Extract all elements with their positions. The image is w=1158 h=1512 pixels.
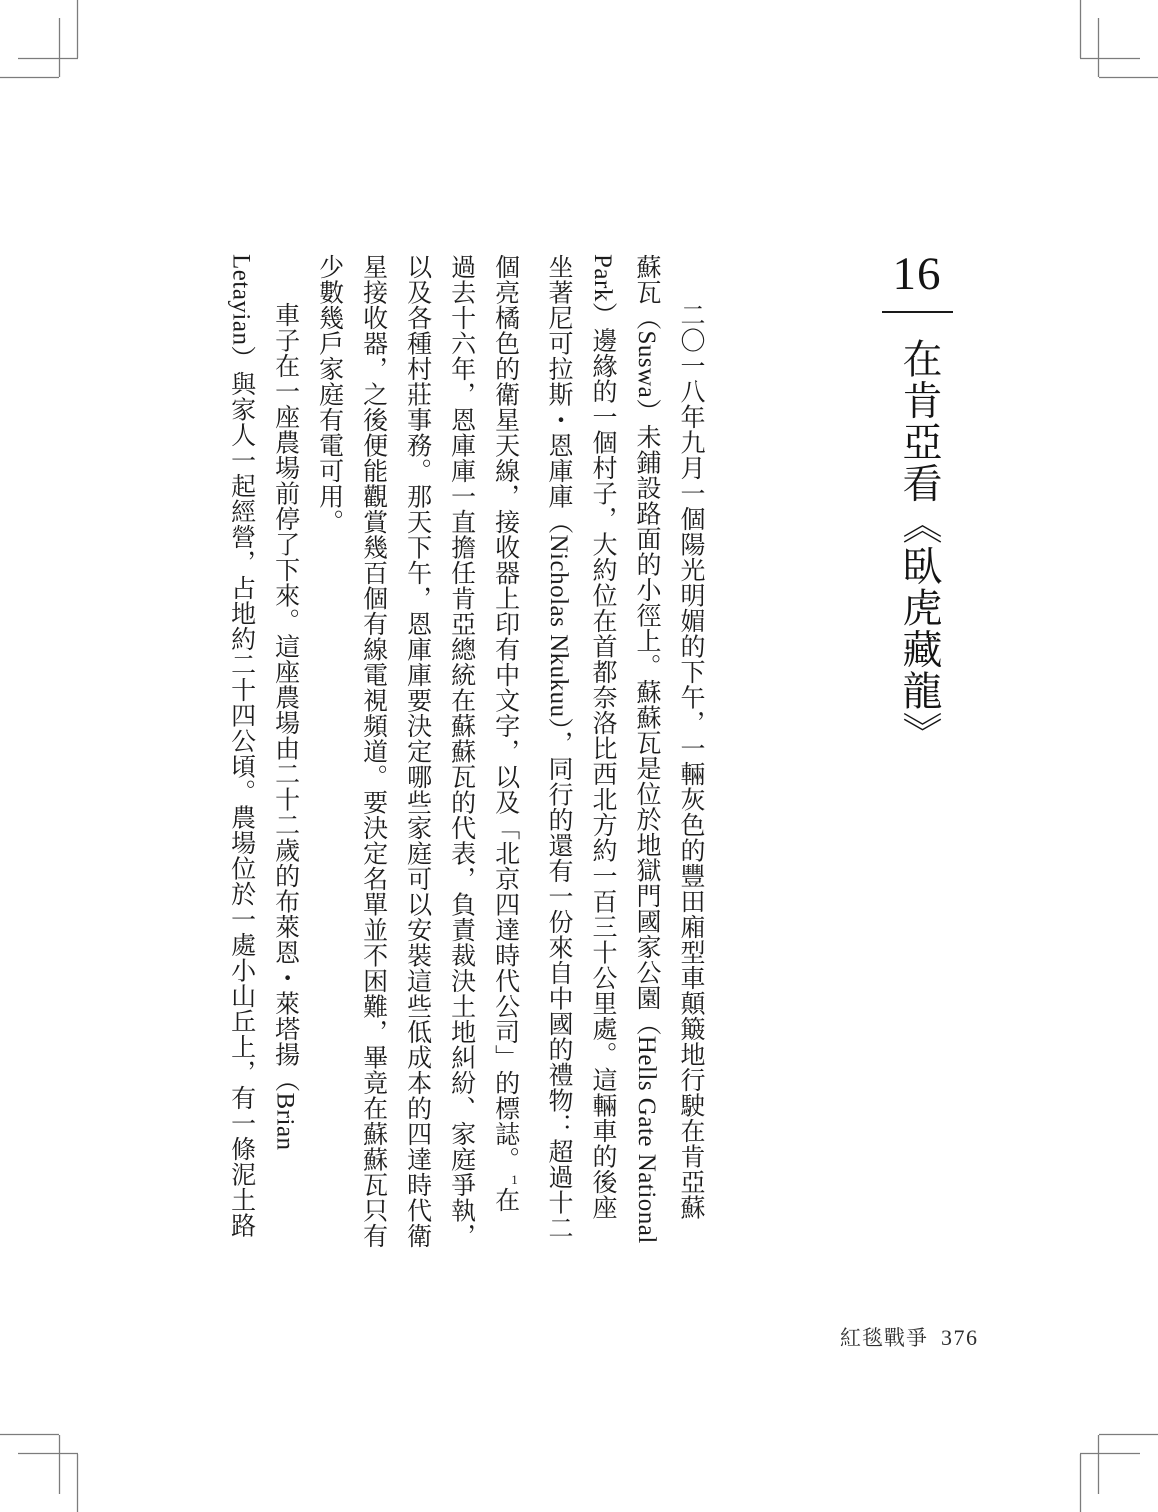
chapter-number: 16 bbox=[892, 248, 942, 300]
text-column-2: 蘇瓦（Suswa）未鋪設路面的小徑上。蘇蘇瓦是位於地獄門國家公園（Hells Gate National bbox=[633, 254, 660, 1244]
page-number: 376 bbox=[941, 1325, 979, 1350]
text-column-1: 二〇一八年九月一個陽光明媚的下午，一輛灰色的豐田廂型車顛簸地行駛在肯亞蘇 bbox=[677, 302, 704, 1220]
text-after-footnote: 在 bbox=[491, 1187, 519, 1213]
running-title: 紅毯戰爭 bbox=[840, 1326, 928, 1350]
chapter-title: 在肯亞看《臥虎藏龍》 bbox=[897, 338, 942, 753]
text-column-6: 過去十六年，恩庫庫一直擔任肯亞總統在蘇蘇瓦的代表，負責裁決土地糾紛、家庭爭執， bbox=[447, 254, 475, 1249]
text-column-8: 星接收器，之後便能觀賞幾百個有線電視頻道。要決定名單並不困難，畢竟在蘇蘇瓦只有 bbox=[359, 254, 387, 1249]
text-column-3: Park）邊緣的一個村子，大約位在首都奈洛比西北方約一百三十公里處。這輛車的後座 bbox=[589, 254, 616, 1220]
text-column-11: Letayian）與家人一起經營，占地約二十四公頃。農場位於一處小山丘上，有一條泥土路 bbox=[227, 254, 255, 1238]
footnote-marker: 1 bbox=[507, 1172, 522, 1187]
text-before-footnote: 個亮橘色的衛星天線，接收器上印有中文字，以及「北京四達時代公司」的標誌。 bbox=[491, 254, 519, 1172]
text-column-5 bbox=[483, 254, 536, 1226]
text-column-9: 少數幾戶家庭有電可用。 bbox=[315, 254, 343, 535]
chapter-title-divider bbox=[882, 311, 953, 313]
text-column-7: 以及各種村莊事務。那天下午，恩庫庫要決定哪些家庭可以安裝這些低成本的四達時代衛 bbox=[403, 254, 431, 1249]
body-text bbox=[219, 254, 712, 1249]
text-column-10: 車子在一座農場前停了下來。這座農場由二十二歲的布萊恩・萊塔揚（Brian bbox=[271, 302, 299, 1151]
page-footer bbox=[840, 1322, 979, 1352]
text-column-4: 坐著尼可拉斯・恩庫庫（Nicholas Nkukuu），同行的還有一份來自中國的禮物：超過十二 bbox=[545, 254, 572, 1241]
